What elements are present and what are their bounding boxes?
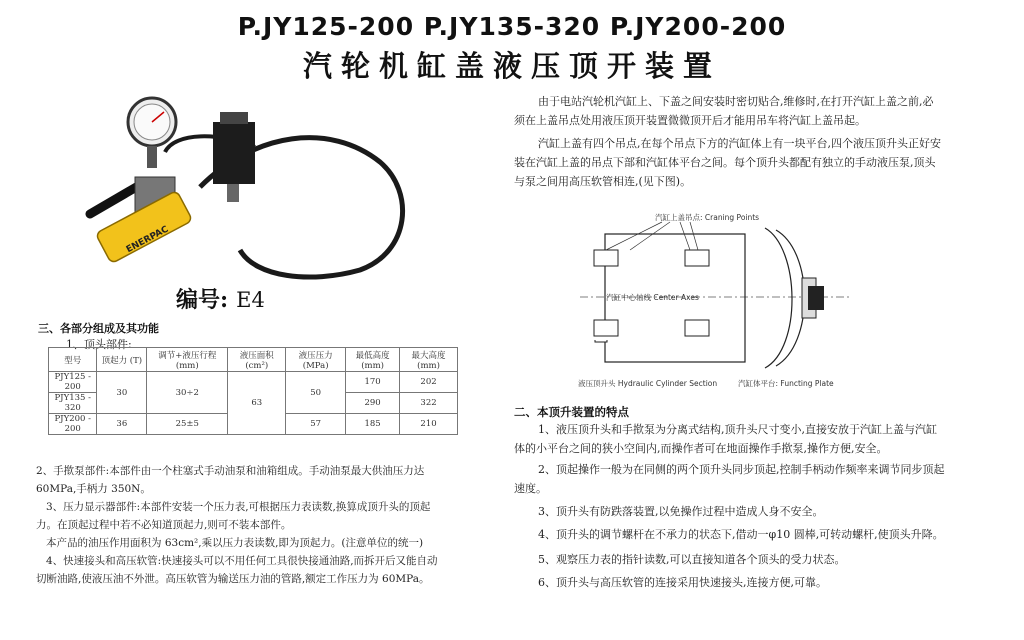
para-3b: 力。在顶起过程中若不必知道顶起力,则可不装本部件。 [36,519,292,531]
hydraulic-cylinder [213,112,255,202]
feature-item: 速度。 [514,482,547,495]
cylinder-section-label: 液压顶升头 Hydraulic Cylinder Section [578,379,718,388]
left-paragraphs [36,462,506,588]
section2-title: 二、本顶升装置的特点 [514,405,629,419]
feature-item: 1、液压顶升头和手揿泵为分离式结构,顶升头尺寸变小,直接安放于汽缸上盖与汽缸 [538,423,937,436]
cell-model: PJY125 - 200 [49,372,97,393]
th-model: 型号 [49,348,97,372]
craning-point [594,250,618,266]
cell-stroke: 30÷2 [147,372,228,414]
th-max-height: 最大高度 (mm) [400,348,458,372]
cell-pressure: 57 [286,414,346,435]
cell-force: 30 [97,372,147,414]
product-code-value: E4 [236,288,265,312]
features-list [514,420,1019,592]
intro-line: 须在上盖吊点处用液压顶开装置微微顶开后才能用吊车将汽缸上盖吊起。 [514,114,866,127]
th-force: 顶起力 (T) [97,348,147,372]
craning-point [594,320,618,336]
cell-min-height: 170 [346,372,400,393]
feature-item: 2、顶起操作一般为在同侧的两个顶升头同步顶起,控制手柄动作频率来调节同步顶起 [538,463,945,476]
cell-model: PJY135 - 320 [49,393,97,414]
table-row [49,372,458,393]
section3-title: 三、各部分组成及其功能 [38,322,159,335]
intro-line: 装在汽缸上盖的吊点下部和汽缸体平台之间。每个顶升头都配有独立的手动液压泵,顶头 [514,156,936,169]
intro-line: 由于电站汽轮机汽缸上、下盖之间安装时密切贴合,维修时,在打开汽缸上盖之前,必 [538,95,934,108]
para-2a: 2、手揿泵部件:本部件由一个柱塞式手动油泵和油箱组成。手动油泵最大供油压力达 [36,465,425,477]
feature-item: 5、观察压力表的指针读数,可以直接知道各个顶头的受力状态。 [538,553,846,566]
cell-model: PJY200 - 200 [49,414,97,435]
intro-line: 汽缸上盖有四个吊点,在每个吊点下方的汽缸体上有一块平台,四个液压顶升头正好安 [538,137,941,150]
table-header-row [49,348,458,372]
section3-sub1: 1、顶头部件: [66,338,132,351]
para-3a: 3、压力显示器部件:本部件安装一个压力表,可根据压力表读数,换算成顶升头的顶起 [46,501,431,513]
cell-min-height: 290 [346,393,400,414]
feature-item: 体的小平台之间的狭小空间内,而操作者可在地面操作手揿泵,操作方便,安全。 [514,442,888,455]
hand-pump [95,177,192,264]
product-photo [80,92,420,292]
para-4a: 4、快速接头和高压软管:快速接头可以不用任何工具很快接通油路,而拆开后又能自动 [46,555,438,567]
product-title: 汽轮机缸盖液压顶开装置 [302,49,721,83]
th-stroke: 调节+液压行程 (mm) [147,348,228,372]
product-code-label: 编号: [176,287,229,313]
intro-line: 与泵之间用高压软管相连,(见下图)。 [514,175,692,188]
cell-pressure: 50 [286,372,346,414]
hydraulic-cylinder-section [808,286,824,310]
feature-item: 4、顶升头的调节螺杆在不承力的状态下,借动一φ10 圆棒,可转动螺杆,使顶头升降。 [538,528,944,541]
product-code [176,283,265,314]
para-2b: 60MPa,手柄力 350N。 [36,483,151,495]
cell-max-height: 322 [400,393,458,414]
para-4b: 切断油路,使液压油不外泄。高压软管为输送压力油的管路,额定工作压力为 60MPa。 [36,573,430,585]
th-pressure: 液压压力 (MPa) [286,348,346,372]
spec-table [48,347,458,435]
cell-max-height: 210 [400,414,458,435]
craning-point [685,320,709,336]
craning-point [685,250,709,266]
cell-force: 36 [97,414,147,435]
center-axes-label: 汽缸中心轴线 Center Axes [606,293,699,302]
pump-brand-label: ENERPAC [124,224,171,256]
cell-area: 63 [228,372,286,435]
cell-stroke: 25±5 [147,414,228,435]
craning-points-label: 汽缸上盖吊点: Craning Points [655,213,760,222]
functing-plate-label: 汽缸体平台: Functing Plate [738,379,834,388]
intro-text [514,92,1014,191]
model-title: P.JY125-200 P.JY135-320 P.JY200-200 [237,12,787,41]
cell-max-height: 202 [400,372,458,393]
cylinder-diagram [570,208,870,398]
para-3c: 本产品的油压作用面积为 63cm²,乘以压力表读数,即为顶起力。(注意单位的统一) [46,537,424,549]
cell-min-height: 185 [346,414,400,435]
th-min-height: 最低高度 (mm) [346,348,400,372]
pressure-gauge-icon [128,98,176,168]
th-area: 液压面积 (cm²) [228,348,286,372]
feature-item: 3、顶升头有防跌落装置,以免操作过程中造成人身不安全。 [538,505,824,518]
feature-item: 6、顶升头与高压软管的连接采用快速接头,连接方便,可靠。 [538,576,827,589]
